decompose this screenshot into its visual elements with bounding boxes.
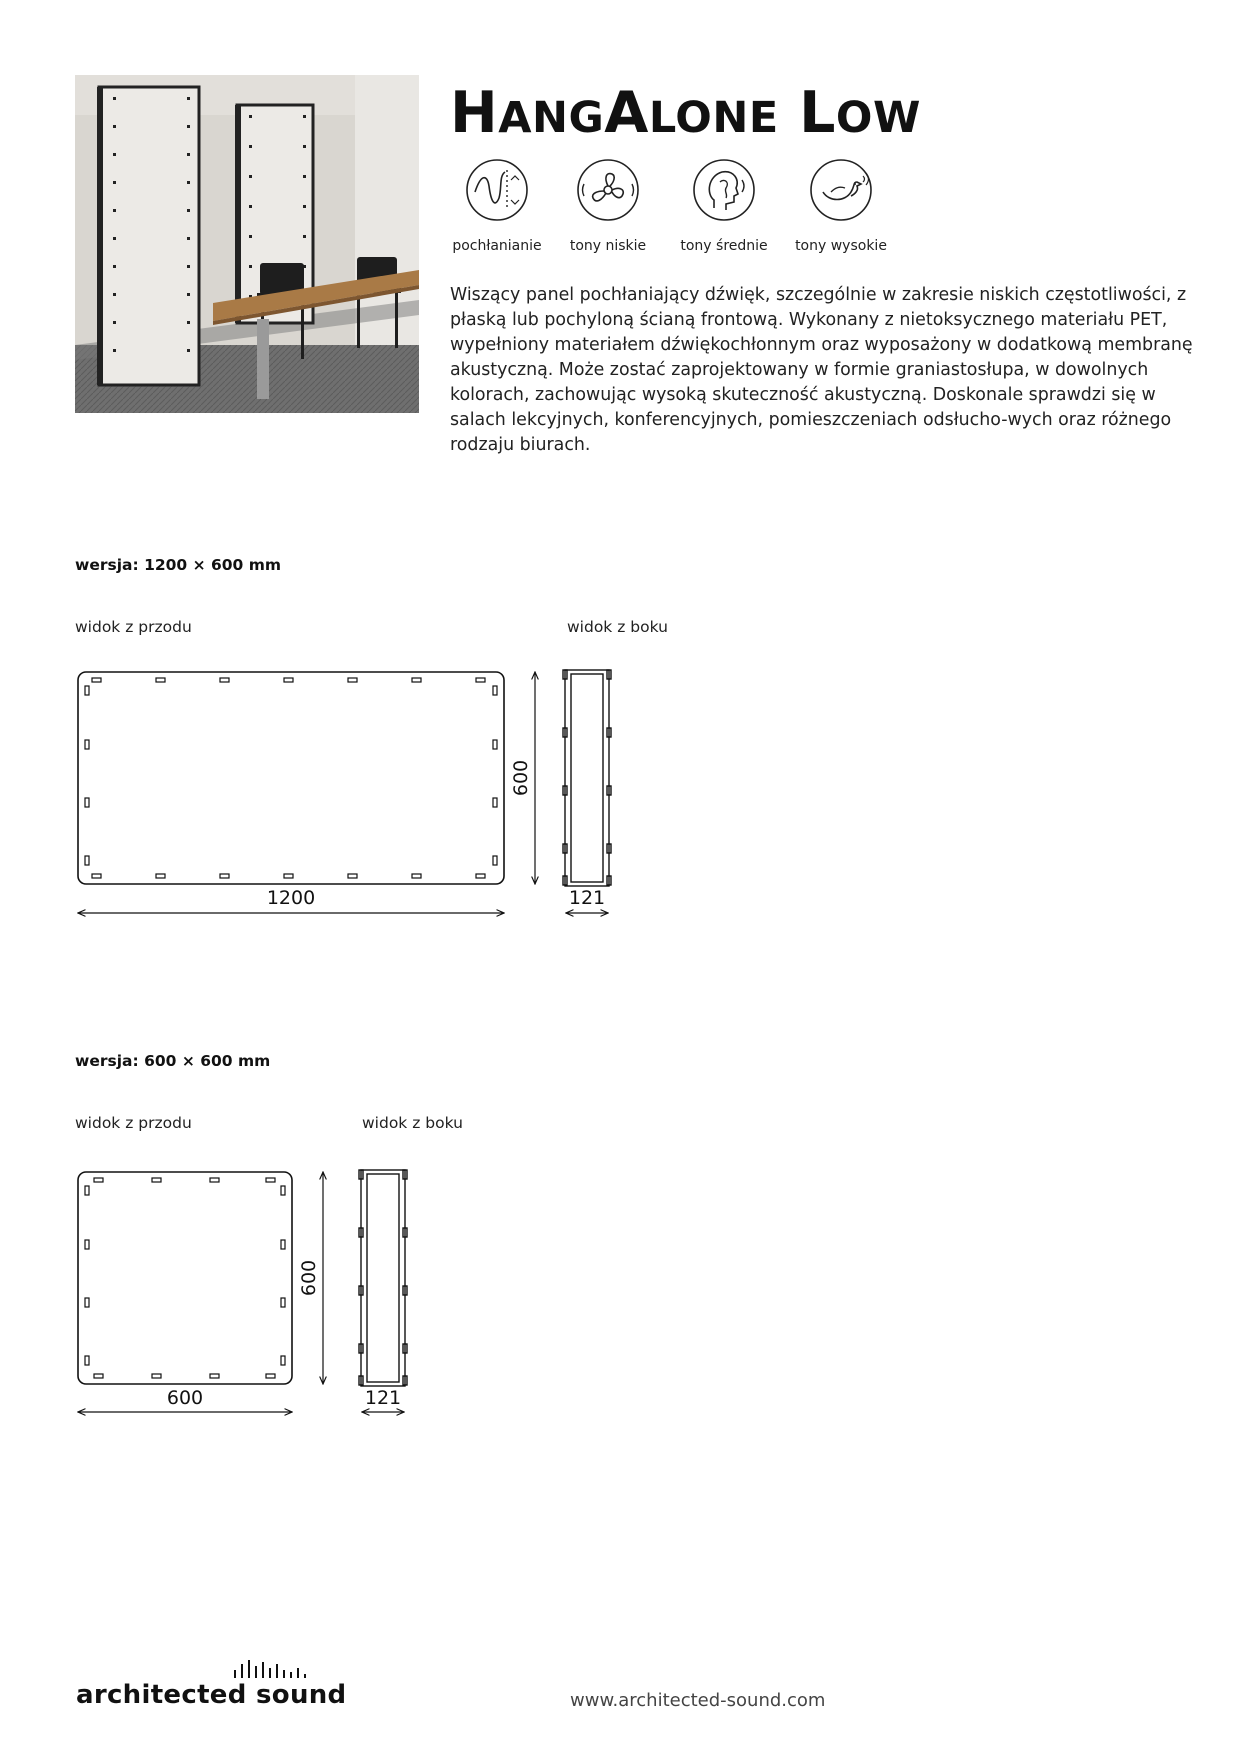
icon-absorption [442, 158, 552, 254]
side-view-outline [563, 670, 611, 886]
icon-mid-tones [669, 158, 779, 254]
front-view-label: widok z przodu [75, 1114, 192, 1132]
side-view-label: widok z boku [362, 1114, 463, 1132]
front-view-label: widok z przodu [75, 618, 192, 636]
product-description: Wiszący panel pochłaniający dźwięk, szczególnie w zakresie niskich częstotliwości, z płaską lub pochyloną ścianą frontową. Wykonany z nietoksycznego materiału PET, wypełniony materiałem dźwiękochłonnym oraz wyposażony w dodatkową membranę akustyczną. Może zostać zaprojektowany w formie graniastosłupa, w dowolnych kolorach, zachowując wysoką skuteczność akustyczną. Doskonale sprawdzi się w salach lekcyjnych, konferencyjnych, pomieszczeniach odsłucho-wych oraz różnego rodzaju biurach. [450, 285, 1193, 455]
product-photo [75, 75, 419, 413]
low-tones-icon [576, 158, 640, 222]
depth-dimension: 121 [364, 1387, 402, 1409]
icon-label: tony średnie [680, 238, 768, 254]
icon-high-tones [786, 158, 896, 254]
brand-logo: architected sound [76, 1680, 347, 1710]
absorption-icon [465, 158, 529, 222]
high-tones-icon [809, 158, 873, 222]
icon-label: tony wysokie [795, 238, 887, 254]
front-panel-outline [78, 672, 504, 884]
height-dimension: 600 [510, 759, 532, 797]
website-link[interactable]: www.architected-sound.com [570, 1690, 826, 1711]
icon-low-tones [553, 158, 663, 254]
version-label-1200: wersja: 1200 × 600 mm [75, 556, 282, 574]
mid-tones-icon [692, 158, 756, 222]
technical-drawing-1200 [70, 660, 630, 930]
technical-drawing-600 [70, 1160, 430, 1430]
product-title: HANGALONE LOW [450, 80, 921, 146]
side-view-outline [359, 1170, 407, 1386]
sound-wave-icon [232, 1660, 314, 1680]
width-dimension: 1200 [266, 887, 316, 909]
front-panel-outline [78, 1172, 292, 1384]
icon-label: pochłanianie [452, 238, 542, 254]
depth-dimension: 121 [568, 887, 606, 909]
height-dimension: 600 [298, 1259, 320, 1297]
icon-label: tony niskie [569, 238, 647, 254]
side-view-label: widok z boku [567, 618, 668, 636]
width-dimension: 600 [166, 1387, 204, 1409]
version-label-600: wersja: 600 × 600 mm [75, 1052, 271, 1070]
